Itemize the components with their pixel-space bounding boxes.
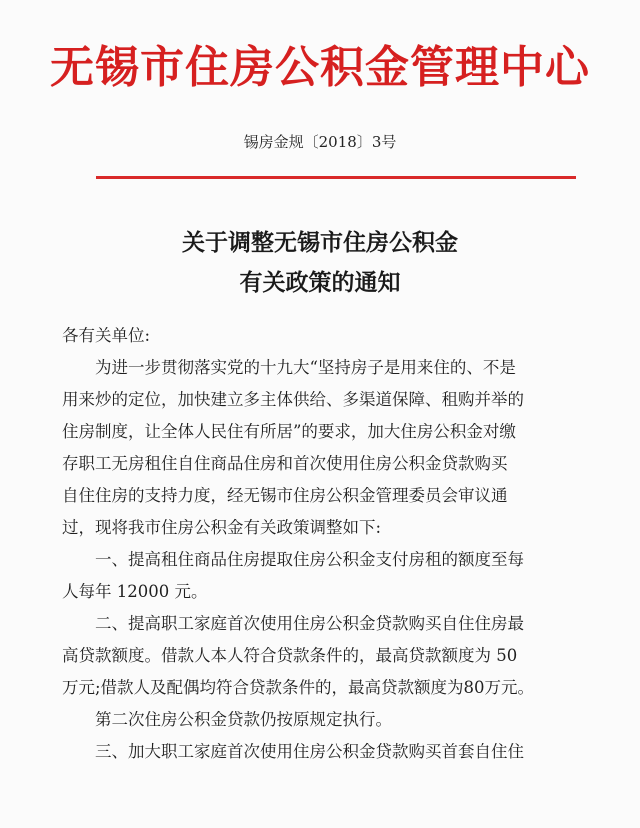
item-3-line: 三、加大职工家庭首次使用住房公积金贷款购买首套自住住 — [95, 742, 524, 761]
item-2-line: 万元;借款人及配偶均符合贷款条件的，最高贷款额度为80万元。 — [62, 678, 535, 697]
item-3-paragraph — [62, 736, 582, 768]
red-divider-line — [96, 176, 576, 179]
notice-title-line-2: 有关政策的通知 — [239, 270, 401, 296]
item-2-note-line: 第二次住房公积金贷款仍按原规定执行。 — [95, 710, 392, 729]
notice-body — [62, 320, 582, 768]
intro-line: 过，现将我市住房公积金有关政策调整如下: — [62, 518, 382, 537]
intro-line: 为进一步贯彻落实党的十九大“坚持房子是用来住的、不是 — [95, 358, 516, 377]
item-1-line: 一、提高租住商品住房提取住房公积金支付房租的额度至每 — [95, 550, 524, 569]
document-number: 锡房金规〔2018〕3号 — [243, 133, 397, 151]
item-1-paragraph — [62, 544, 582, 608]
item-2-paragraph — [62, 608, 582, 704]
intro-line: 自住住房的支持力度，经无锡市住房公积金管理委员会审议通 — [62, 486, 508, 505]
item-2-line: 二、提高职工家庭首次使用住房公积金贷款购买自住住房最 — [95, 614, 524, 633]
salutation: 各有关单位: — [62, 326, 151, 345]
notice-title-line-1: 关于调整无锡市住房公积金 — [182, 230, 458, 256]
item-2-line: 高贷款额度。借款人本人符合贷款条件的，最高贷款额度为 50 — [62, 646, 518, 665]
intro-line: 存职工无房租住自住商品住房和首次使用住房公积金贷款购买 — [62, 454, 508, 473]
intro-paragraph — [62, 352, 582, 544]
item-2-note-paragraph — [62, 704, 582, 736]
intro-line: 住房制度，让全体人民住有所居”的要求，加大住房公积金对缴 — [62, 422, 516, 441]
intro-line: 用来炒的定位，加快建立多主体供给、多渠道保障、租购并举的 — [62, 390, 524, 409]
item-1-line: 人每年 12000 元。 — [62, 582, 208, 601]
organization-header: 无锡市住房公积金管理中心 — [50, 42, 590, 93]
